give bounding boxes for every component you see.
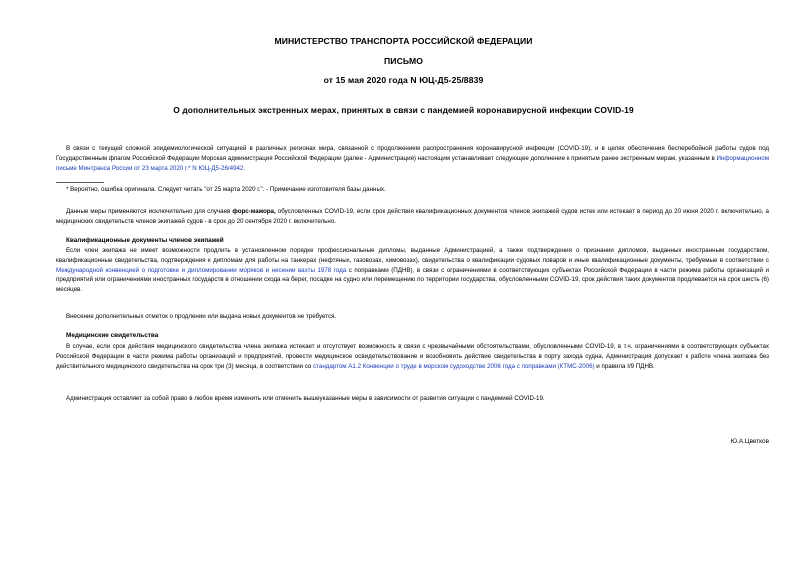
link-info-letter[interactable]: Информационном письме Минтранса России от 23 марта 2020 г.* N ЮЦ-Д5-26/4942 [56, 154, 769, 172]
document-date-number: от 15 мая 2020 года N ЮЦ-Д5-25/8839 [323, 75, 484, 85]
paragraph-medical-text: В случае, если срок действия медицинского свидетельства члена экипажа истекает и отсутствует возможность в связи с чрезвычайными обстоятельствами, обусловленными COVID-19, в т.ч. ограничениями в соответствующих субъектах Российской Федерации в части режима работы организаций и предприятий, провести медицинское освидетельствование и возобновить действие свидетельства в порту захода судна, Администрация допускает к работе члена экипажа без действительного медицинского свидетельства на срок три (3) месяца, в соответствии со [56, 343, 769, 370]
paragraph-closing: Администрация оставляет за собой право в любое время изменить или отменить вышеуказанные меры в зависимости от развития ситуации с пандемией COVID-19. [66, 395, 545, 402]
paragraph-intro-text: В связи с текущей сложной эпидемиологической ситуацией в различных регионах мира, связанной с продолжением распространения коронавирусной инфекции (COVID-19), и в целях обеспечения бесперебойной работы судов под Государственным флагом Российской Федерации Морская администрация Российской Федерации (далее - Администрация) настоящим устанавливает следующее дополнение к принятым ранее экстренным мерам, указанным в [56, 145, 769, 162]
document-title: О дополнительных экстренных мерах, принятых в связи с пандемией коронавирусной инфекции COVID-19 [173, 105, 634, 115]
signature: Ю.А.Цветков [730, 438, 769, 445]
force-majeure-term: форс-мажора, [232, 208, 276, 215]
paragraph-force-majeure-text: Данные меры применяются исключительно для случаев [66, 208, 233, 215]
paragraph-intro-end: . [243, 164, 246, 172]
section-heading-medical: Медицинские свидетельства [66, 332, 159, 339]
link-mlc-standard[interactable]: стандартом А1.2 Конвенции о труде в морском судоходстве 2006 года с поправками (КТМС-2006) [313, 362, 595, 370]
paragraph-qualification [56, 246, 769, 295]
paragraph-force-majeure [56, 207, 769, 227]
link-stcw-convention[interactable]: Международной конвенцией о подготовке и дипломировании моряков и несении вахты 1978 года [56, 266, 347, 274]
paragraph-no-marks: Внесение дополнительных отметок о продлении или выдача новых документов не требуется. [66, 313, 337, 320]
document-type: ПИСЬМО [384, 56, 423, 66]
paragraph-medical-rest: и правила I/9 ПДНВ. [594, 362, 655, 370]
footnote: * Вероятно, ошибка оригинала. Следует читать "от 25 марта 2020 г.". - Примечание изготовителя базы данных. [66, 186, 386, 193]
paragraph-force-majeure-rest: обусловленных COVID-19, если срок действия квалификационных документов членов экипажей судов истек или истекает в период до 20 июня 2020 г. включительно, а медицинских свидетельств членов экипажей судов - в срок до 20 сентября 2020 г. включительно. [56, 208, 769, 225]
paragraph-medical [56, 342, 769, 371]
footnote-divider [56, 182, 104, 183]
section-heading-qualification: Квалификационные документы членов экипажей [66, 237, 224, 244]
paragraph-intro [56, 144, 769, 173]
ministry-name: МИНИСТЕРСТВО ТРАНСПОРТА РОССИЙСКОЙ ФЕДЕРАЦИИ [274, 36, 533, 46]
paragraph-qualification-text: Если член экипажа не имеет возможности продлить в установленном порядке профессиональные дипломы, выданные Администрацией, а также подтверждения о признании дипломов, выданных иностранным государством, квалификационные свидетельства, подтверждения к дипломам для работы на танкерах (нефтяных, газовозах, химовозах), свидетельства о квалификации судовых поваров и иные квалификационные документы, требуемые в соответствии с [56, 247, 769, 264]
paragraph-qualification-rest: с поправками (ПДНВ), в связи с ограничениями в соответствующих субъектах Российской Федерации в части режима работы организаций и предприятий или ограничениями иностранных государств в отношении схода на берег, посадке на судно или перемещению по территории государства, обусловленными COVID-19, срок действия таких документов продлевается на срок шесть (6) месяцев. [56, 266, 769, 294]
